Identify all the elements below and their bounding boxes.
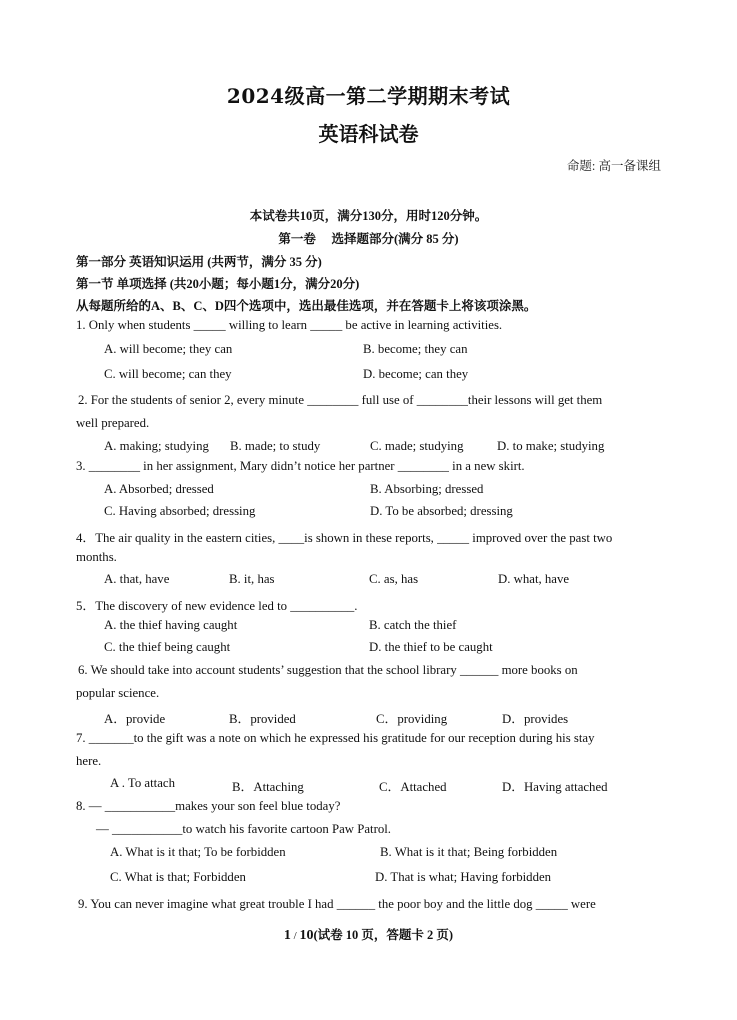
q4-option-b[interactable]: B. it, has <box>229 572 275 586</box>
exam-title: 2024级高一第二学期期末考试 <box>226 84 511 108</box>
exam-note: 本试卷共10页，满分130分，用时120分钟。 <box>249 209 488 223</box>
section-heading: 第一节 单项选择 (共20小题；每小题1分，满分20分) <box>76 277 360 291</box>
q1-option-d[interactable]: D. become; can they <box>363 367 469 381</box>
q6-option-c[interactable]: C．providing <box>376 712 448 726</box>
question-2: 2. For the students of senior 2, every minute ________ full use of ________their lessons will get them <box>78 393 603 407</box>
question-4-cont: months. <box>76 550 117 564</box>
volume-heading: 第一卷 选择题部分(满分 85 分) <box>278 232 459 246</box>
q7-option-a[interactable]: A . To attach <box>110 776 175 790</box>
question-6-cont: popular science. <box>76 686 160 700</box>
q7-option-b[interactable]: B．Attaching <box>232 780 304 794</box>
author-line: 命题: 高一备课组 <box>566 159 661 173</box>
question-2-cont: well prepared. <box>76 416 150 430</box>
q2-option-d[interactable]: D. to make; studying <box>497 439 605 453</box>
q8-option-d[interactable]: D. That is what; Having forbidden <box>375 870 552 884</box>
q8-option-c[interactable]: C. What is that; Forbidden <box>110 870 246 884</box>
q1-option-a[interactable]: A. will become; they can <box>104 342 233 356</box>
q2-option-c[interactable]: C. made; studying <box>370 439 464 453</box>
q5-option-a[interactable]: A. the thief having caught <box>104 618 238 632</box>
q6-option-d[interactable]: D．provides <box>502 712 569 726</box>
question-8-cont: — ___________to watch his favorite cartoon Paw Patrol. <box>96 822 391 836</box>
question-8: 8. — ___________makes your son feel blue today? <box>76 799 341 813</box>
q3-option-a[interactable]: A. Absorbed; dressed <box>104 482 214 496</box>
q7-option-c[interactable]: C．Attached <box>379 780 447 794</box>
q8-option-a[interactable]: A. What is it that; To be forbidden <box>110 845 286 859</box>
question-1: 1. Only when students _____ willing to learn _____ be active in learning activities. <box>76 318 503 332</box>
q3-option-b[interactable]: B. Absorbing; dressed <box>370 482 484 496</box>
q4-option-a[interactable]: A. that, have <box>104 572 170 586</box>
question-5: 5．The discovery of new evidence led to __________. <box>76 599 358 613</box>
q1-option-c[interactable]: C. will become; can they <box>104 367 232 381</box>
q3-option-d[interactable]: D. To be absorbed; dressing <box>370 504 513 518</box>
q1-option-b[interactable]: B. become; they can <box>363 342 468 356</box>
q4-option-c[interactable]: C. as, has <box>369 572 419 586</box>
page-detail: (试卷 10 页，答题卡 2 页) <box>313 928 454 942</box>
q6-option-a[interactable]: A．provide <box>104 712 166 726</box>
q5-option-d[interactable]: D. the thief to be caught <box>369 640 493 654</box>
question-9: 9. You can never imagine what great trouble I had ______ the poor boy and the little dog _____ were <box>78 897 596 911</box>
page-total: 10 <box>299 928 314 943</box>
page-number: 1 <box>283 928 291 943</box>
instruction: 从每题所给的A、B、C、D四个选项中，选出最佳选项，并在答题卡上将该项涂黑。 <box>76 299 537 313</box>
page-footer: 1 / 10(试卷 10 页，答题卡 2 页) <box>283 928 454 943</box>
question-6: 6. We should take into account students’ suggestion that the school library ______ more books on <box>78 663 578 677</box>
exam-subtitle: 英语科试卷 <box>318 122 419 146</box>
q2-option-b[interactable]: B. made; to study <box>230 439 321 453</box>
q6-option-b[interactable]: B．provided <box>229 712 296 726</box>
question-7-cont: here. <box>76 754 102 768</box>
q4-option-d[interactable]: D. what, have <box>498 572 570 586</box>
q7-option-d[interactable]: D．Having attached <box>502 780 608 794</box>
q3-option-c[interactable]: C. Having absorbed; dressing <box>104 504 256 518</box>
q8-option-b[interactable]: B. What is it that; Being forbidden <box>380 845 558 859</box>
question-3: 3. ________ in her assignment, Mary didn’t notice her partner ________ in a new skirt. <box>76 459 525 473</box>
part-heading: 第一部分 英语知识运用 (共两节，满分 35 分) <box>76 255 322 269</box>
question-7: 7. _______to the gift was a note on which he expressed his gratitude for our reception during his stay <box>76 731 595 745</box>
question-4: 4．The air quality in the eastern cities, ____is shown in these reports, _____ improved over the past two <box>76 531 613 545</box>
q2-option-a[interactable]: A. making; studying <box>104 439 209 453</box>
q5-option-b[interactable]: B. catch the thief <box>369 618 457 632</box>
q5-option-c[interactable]: C. the thief being caught <box>104 640 231 654</box>
